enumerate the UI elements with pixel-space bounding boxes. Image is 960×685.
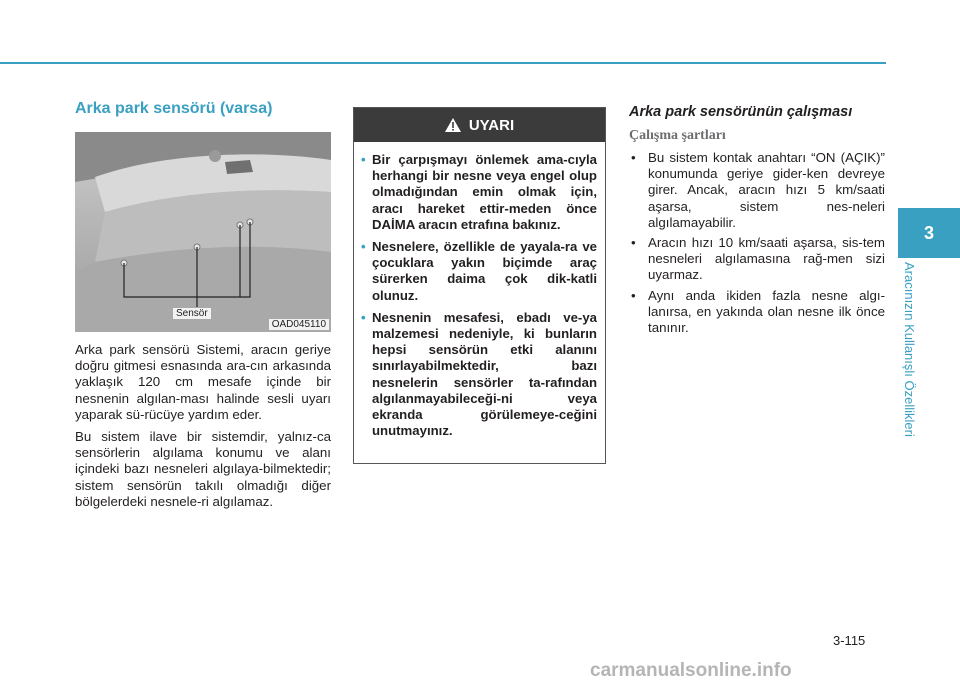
warning-box: [353, 107, 606, 464]
warning-item: [361, 239, 597, 304]
chapter-title: Aracınızın Kullanışlı Özellikleri: [902, 262, 917, 437]
list-item-text: Bu sistem kontak anahtarı “ON (AÇIK)” konumunda geriye gider-ken devreye girer. Ancak, aracın hızı 5 km/saati aşarsa, sistem nes-neleri algılamayabilir.: [648, 150, 885, 230]
right-column: [629, 104, 885, 340]
section-title: Arka park sensörü (varsa): [75, 100, 273, 117]
car-rear-illustration: [75, 132, 331, 332]
warning-item: [361, 152, 597, 233]
sensor-figure: [75, 132, 331, 332]
page-number: 3-115: [833, 633, 866, 648]
figure-code: OAD045110: [269, 319, 329, 330]
list-item: [629, 150, 885, 231]
list-item: [629, 288, 885, 337]
bullet-icon: •: [361, 239, 366, 255]
bullet-icon: •: [361, 309, 366, 325]
warning-item-text: Bir çarpışmayı önlemek ama-cıyla herhangi bir nesne veya engel olup olmadığından emin olmak için, aracı hareket ettir-meden önce DAİMA aracın etrafına bakınız.: [372, 152, 597, 232]
right-subtitle: Çalışma şartları: [629, 128, 726, 143]
warning-header: [354, 108, 605, 142]
chapter-title-vertical: [901, 262, 921, 462]
warning-triangle-icon: [445, 118, 461, 132]
warning-item-text: Nesnenin mesafesi, ebadı ve-ya malzemesi nedeniyle, ki bunların hepsi sensörün etki alanını sınırlayabilmektedir, bazı nesnelerin sensörler ta-rafından algılanmayabileceği-ni veya ekranda görülemeye-ceğini unutmayınız.: [372, 309, 597, 439]
right-section-title: Arka park sensörünün çalışması: [629, 104, 853, 120]
warning-item: [361, 309, 597, 440]
bullet-icon: •: [631, 150, 636, 165]
list-item-text: Aracın hızı 10 km/saati aşarsa, sis-tem nesneleri algılamasına rağ-men sizi uyarmaz.: [648, 235, 885, 283]
watermark: carmanualsonline.info: [590, 660, 792, 681]
list-item-text: Aynı anda ikiden fazla nesne algı-lanırsa, en yakında olan nesne ilk önce tanınır.: [648, 287, 885, 336]
warning-body: [354, 142, 605, 439]
bullet-icon: •: [631, 235, 636, 251]
warning-item-text: Nesnelere, özellikle de yayala-ra ve çocuklara yakın biçimde araç sürerken daima çok dik-katli olunuz.: [372, 239, 597, 303]
left-column: [75, 100, 331, 510]
warning-title: UYARI: [468, 116, 515, 134]
list-item: [629, 235, 885, 284]
paragraph: Arka park sensörü Sistemi, aracın geriye doğru gitmesi esnasında ara-cın arkasında yaklaşık 120 cm mesafe içinde bir nesnenin algılan-ması halinde sesli uyarı yaparak sü-rücüye yardım eder.: [75, 342, 331, 422]
bullet-icon: •: [631, 287, 636, 303]
figure-label-sensor: Sensör: [173, 308, 211, 319]
chapter-tab: 3: [898, 208, 960, 258]
paragraph: Bu sistem ilave bir sistemdir, yalnız-ca sensörlerin algılama konumu ve alanı içindeki bazı nesneleri algılaya-bilmektedir; sistem sensörün takılı olmadığı diğer bölgelerdeki nesnele-ri algılamaz.: [75, 429, 331, 509]
top-rule: [0, 62, 886, 64]
bullet-icon: •: [361, 152, 366, 167]
